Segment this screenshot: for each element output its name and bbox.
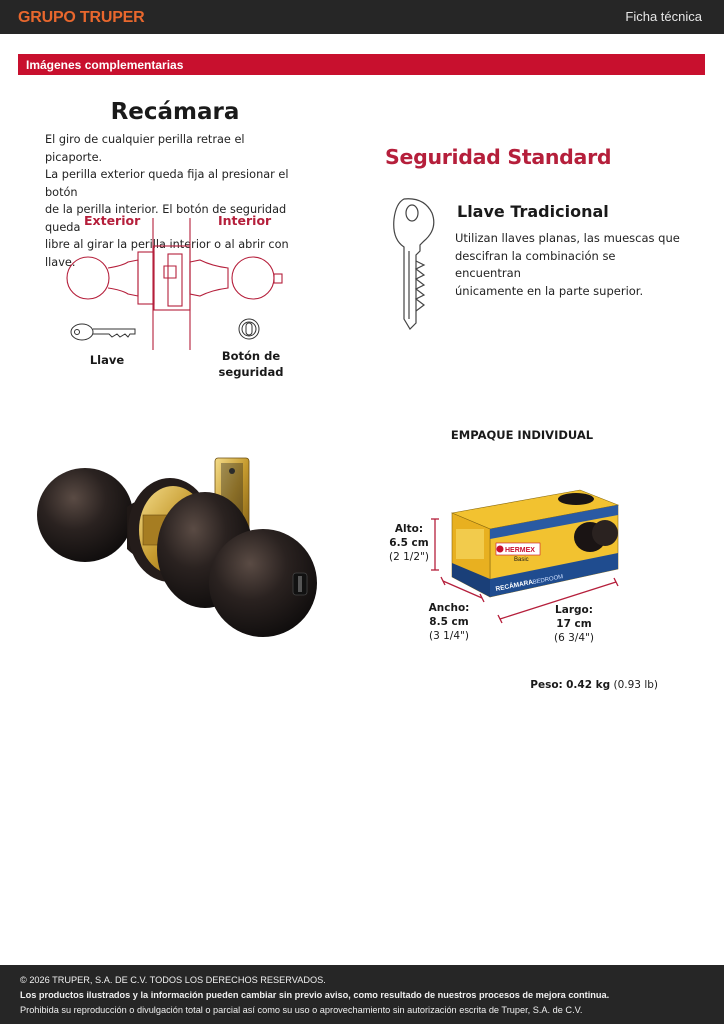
height-dimension [389,522,429,564]
length-metric: 17 cm [556,618,592,630]
box-model-text: RECÁMARA [495,578,534,593]
key-type-description [455,230,680,300]
description-line: libre al girar la perilla interior o al abrir con llave. [45,238,289,269]
box-line-text: Basic [514,557,529,563]
key-icon [71,324,135,340]
weight-imperial: (0.93 lb) [613,679,658,691]
box-brand-text: HERMEX [505,547,535,554]
key-label: Llave [89,353,125,367]
width-metric: 8.5 cm [429,616,469,628]
length-imperial: (6 3/4") [554,632,594,644]
package-title: EMPAQUE INDIVIDUAL [450,428,594,442]
width-label: Ancho: [428,602,470,614]
interior-label: Interior [218,213,272,228]
height-label: Alto: [394,523,424,535]
exterior-label: Exterior [84,213,141,228]
weight-label: Peso: [530,679,563,691]
package-weight [530,679,658,691]
width-imperial: (3 1/4") [429,630,469,642]
package-box-image [430,485,630,610]
weight-metric: 0.42 kg [566,679,611,691]
security-button-icon [239,319,259,339]
lock-diagram [60,210,300,355]
description-line: Utilizan llaves planas, las muescas que [455,231,680,245]
length-label: Largo: [555,604,593,616]
length-dimension [551,603,597,645]
description-line: El giro de cualquier perilla retrae el picaporte. [45,133,245,164]
section-title: Imágenes complementarias [26,58,184,72]
document-type: Ficha técnica [625,9,702,24]
doorknob-product-image [35,455,320,645]
footer-copyright: © 2026 TRUPER, S.A. DE C.V. TODOS LOS DERECHOS RESERVADOS. [20,975,326,985]
footer-prohibition: Prohibida su reproducción o divulgación total o parcial así como su uso o aprovechamiento sin autorización escrita de Truper, S.A. de C.V. [20,1005,583,1015]
button-label-line: seguridad [218,365,284,379]
brand-logo: GRUPO TRUPER [18,9,145,26]
footer [0,965,724,1024]
height-metric: 6.5 cm [389,537,429,549]
description-line: La perilla exterior queda fija al presionar el botón [45,168,289,199]
flat-key-icon [390,195,440,330]
key-type-title: Llave Tradicional [457,202,609,221]
recamara-title: Recámara [110,99,240,125]
button-label-line: Botón de [221,349,281,363]
width-dimension [426,601,472,643]
height-imperial: (2 1/2") [389,551,429,563]
description-line: descifran la combinación se encuentran [455,248,616,280]
description-line: únicamente en la parte superior. [455,283,644,298]
security-title: Seguridad Standard [385,145,612,169]
top-header-bar [0,0,724,34]
description-line: de la perilla interior. El botón de seguridad queda [45,203,287,234]
box-model-en-text: BEDROOM [532,574,564,586]
footer-notice: Los productos ilustrados y la información pueden cambiar sin previo aviso, como resultado de nuestros procesos de mejora continua. [20,990,610,1000]
button-label [211,348,291,380]
section-header [18,54,705,75]
